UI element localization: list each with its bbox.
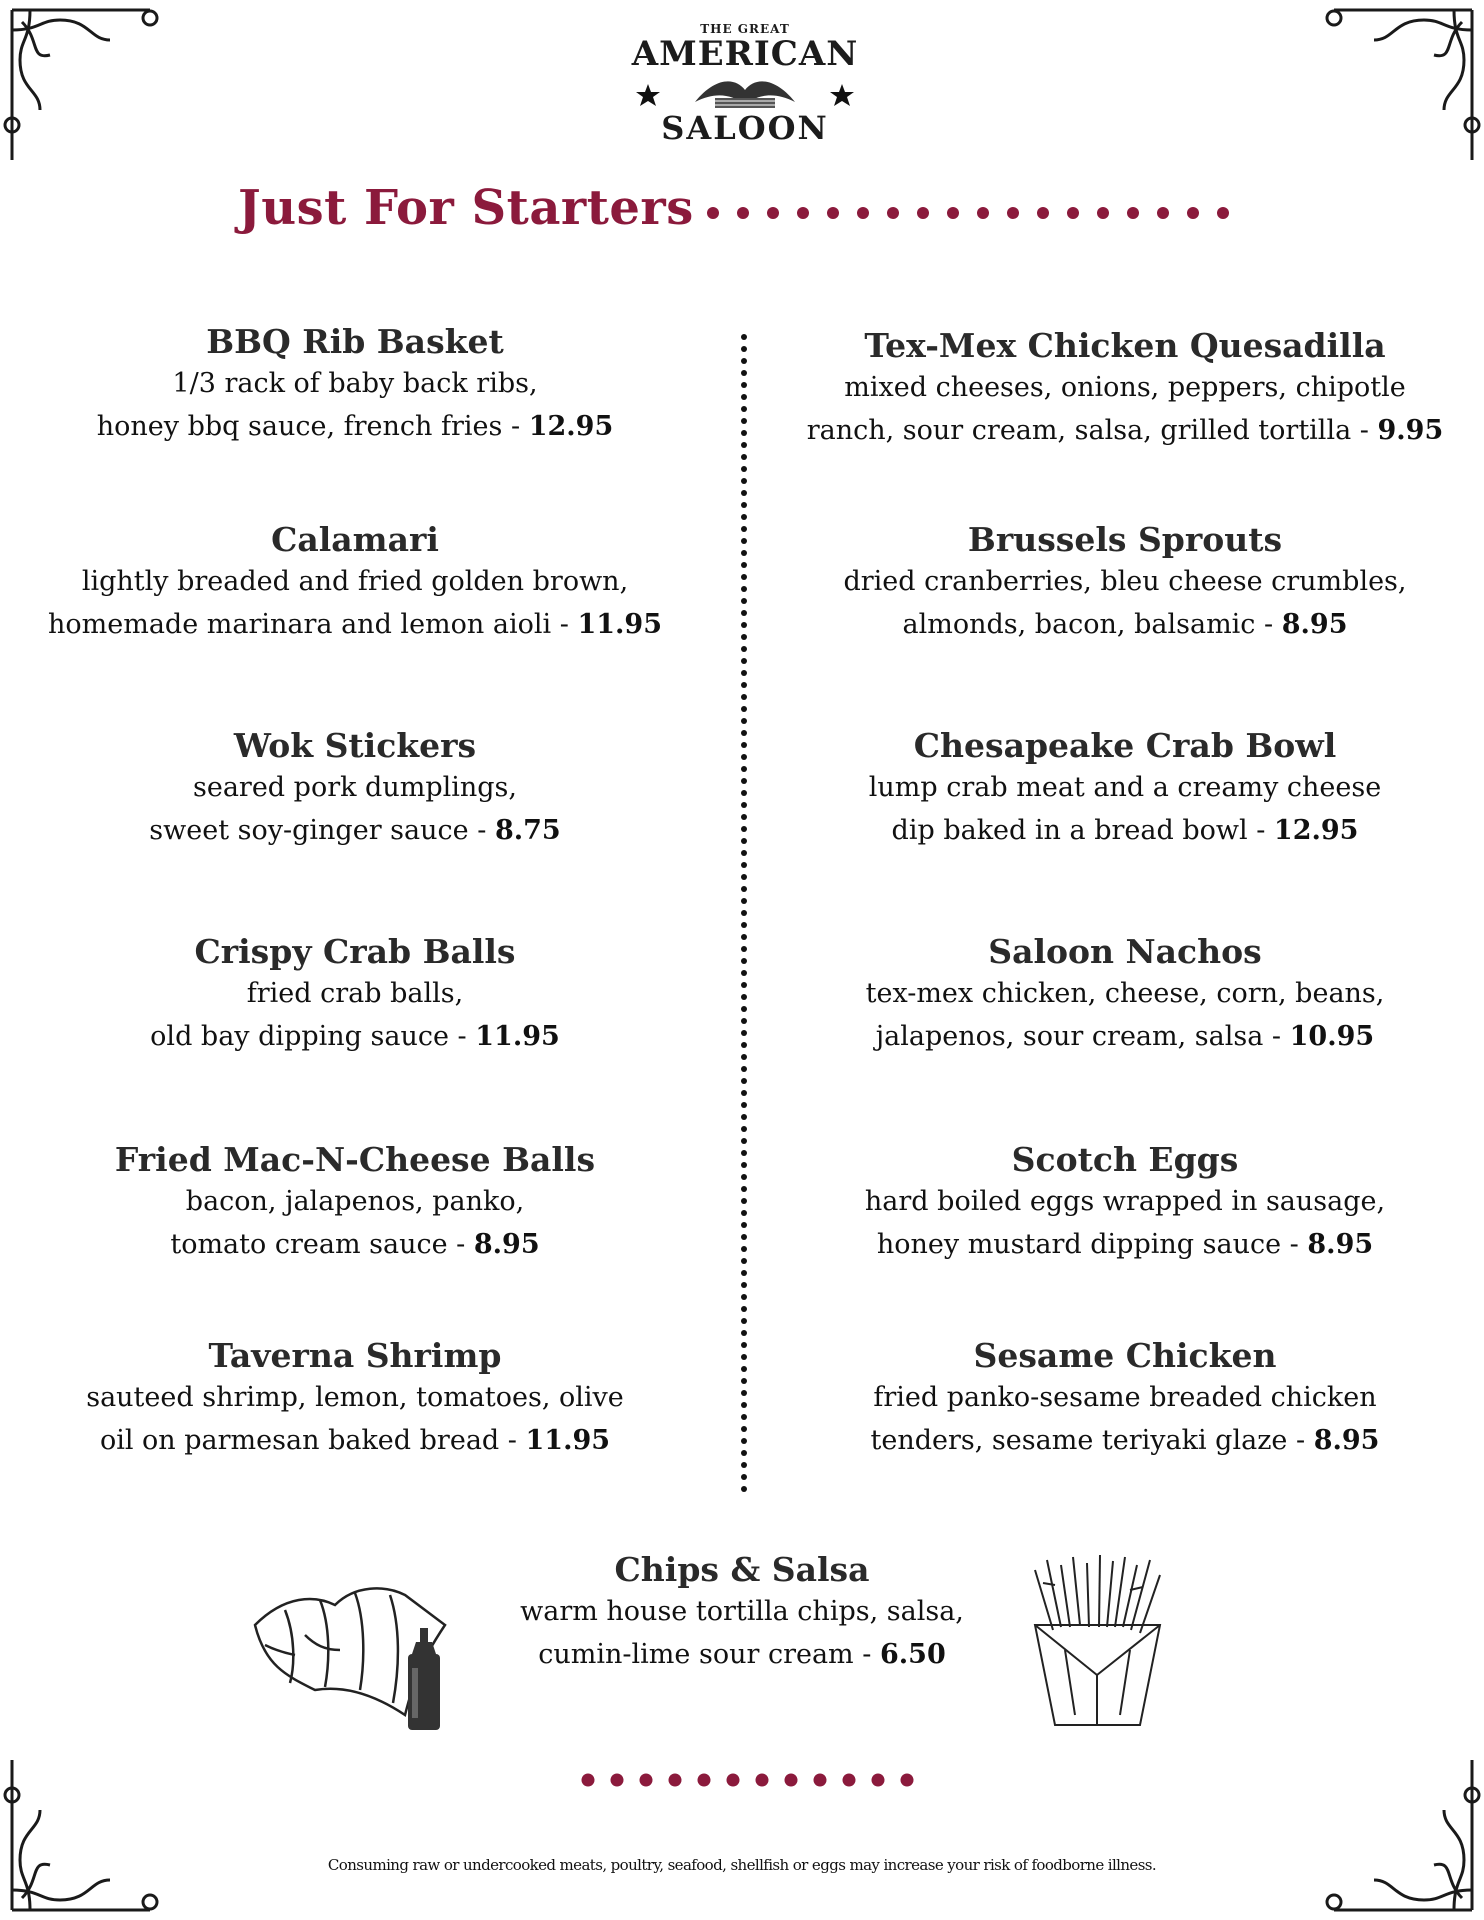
- item-desc-line1: warm house tortilla chips, salsa,: [520, 1596, 964, 1627]
- item-desc-line1: bacon, jalapenos, panko,: [185, 1186, 525, 1217]
- eagle-icon: [620, 72, 870, 112]
- divider-dot: [741, 1210, 747, 1216]
- divider-dot: [741, 1270, 747, 1276]
- item-desc-line2: oil on parmesan baked bread -: [99, 1425, 517, 1456]
- bottom-dot-divider: [580, 1772, 915, 1788]
- item-desc-line1: dried cranberries, bleu cheese crumbles,: [843, 566, 1407, 597]
- item-price: 8.95: [1313, 1425, 1380, 1456]
- divider-dot: [741, 1054, 747, 1060]
- item-desc-line2: homemade marinara and lemon aioli -: [48, 609, 569, 640]
- divider-dot: [741, 514, 747, 520]
- divider-dot: [741, 358, 747, 364]
- decorative-dot: [901, 1774, 914, 1787]
- divider-dot: [741, 1174, 747, 1180]
- divider-dot: [741, 1474, 747, 1480]
- decorative-dot: [1007, 207, 1019, 219]
- decorative-dot: [857, 207, 869, 219]
- divider-dot: [741, 646, 747, 652]
- divider-dot: [741, 694, 747, 700]
- item-desc-line1: hard boiled eggs wrapped in sausage,: [864, 1186, 1386, 1217]
- divider-dot: [741, 1078, 747, 1084]
- divider-dot: [741, 1138, 747, 1144]
- divider-dot: [741, 874, 747, 880]
- divider-dot: [741, 922, 747, 928]
- section-title: Just For Starters: [238, 180, 694, 236]
- divider-dot: [741, 766, 747, 772]
- item-desc-line2: old bay dipping sauce -: [150, 1021, 467, 1052]
- decorative-dot: [1127, 207, 1139, 219]
- divider-dot: [741, 706, 747, 712]
- divider-dot: [741, 1162, 747, 1168]
- divider-dot: [741, 982, 747, 988]
- item-desc-line1: mixed cheeses, onions, peppers, chipotle: [844, 372, 1406, 403]
- divider-dot: [741, 898, 747, 904]
- decorative-dot: [827, 207, 839, 219]
- divider-dot: [741, 1306, 747, 1312]
- decorative-dot: [707, 207, 719, 219]
- decorative-dot: [1217, 207, 1229, 219]
- divider-dot: [741, 562, 747, 568]
- divider-dot: [741, 958, 747, 964]
- divider-dot: [741, 1378, 747, 1384]
- divider-dot: [741, 1318, 747, 1324]
- item-price: 6.50: [879, 1639, 946, 1670]
- decorative-dot: [947, 207, 959, 219]
- divider-dot: [741, 682, 747, 688]
- divider-dot: [741, 538, 747, 544]
- divider-dot: [741, 1282, 747, 1288]
- menu-item: [775, 726, 1475, 852]
- divider-dot: [741, 838, 747, 844]
- item-desc-line2: dip baked in a bread bowl -: [891, 815, 1266, 846]
- item-desc-line2: honey bbq sauce, french fries -: [96, 411, 521, 442]
- item-price: 11.95: [475, 1021, 560, 1052]
- item-desc-line1: 1/3 rack of baby back ribs,: [172, 368, 538, 399]
- divider-dot: [741, 1150, 747, 1156]
- divider-dot: [741, 1126, 747, 1132]
- item-name: Taverna Shrimp: [208, 1336, 502, 1375]
- menu-item-center: [392, 1550, 1092, 1676]
- item-name: Calamari: [271, 520, 439, 559]
- item-name: Saloon Nachos: [988, 932, 1262, 971]
- divider-dot: [741, 574, 747, 580]
- menu-item: [775, 1140, 1475, 1266]
- divider-dot: [741, 814, 747, 820]
- item-desc-line1: tex-mex chicken, cheese, corn, beans,: [865, 978, 1385, 1009]
- divider-dot: [741, 790, 747, 796]
- item-price: 8.95: [473, 1229, 540, 1260]
- divider-dot: [741, 1426, 747, 1432]
- item-desc-line1: sauteed shrimp, lemon, tomatoes, olive: [86, 1382, 624, 1413]
- logo-line-1: THE GREAT: [700, 22, 790, 36]
- divider-dot: [741, 670, 747, 676]
- item-name: Scotch Eggs: [1011, 1140, 1239, 1179]
- divider-dot: [741, 1042, 747, 1048]
- item-desc-line2: ranch, sour cream, salsa, grilled tortilla -: [806, 415, 1369, 446]
- title-dot-divider: [705, 205, 1235, 221]
- divider-dot: [741, 778, 747, 784]
- divider-dot: [741, 334, 747, 340]
- divider-dot: [741, 826, 747, 832]
- divider-dot: [741, 478, 747, 484]
- decorative-dot: [611, 1774, 624, 1787]
- divider-dot: [741, 1414, 747, 1420]
- divider-dot: [741, 1438, 747, 1444]
- decorative-dot: [727, 1774, 740, 1787]
- divider-dot: [741, 1030, 747, 1036]
- divider-dot: [741, 598, 747, 604]
- divider-dot: [741, 1198, 747, 1204]
- divider-dot: [741, 586, 747, 592]
- decorative-dot: [785, 1774, 798, 1787]
- column-divider: [740, 333, 748, 1498]
- divider-dot: [741, 862, 747, 868]
- item-name: Wok Stickers: [233, 726, 477, 765]
- item-desc-line2: tomato cream sauce -: [170, 1229, 466, 1260]
- divider-dot: [741, 1102, 747, 1108]
- decorative-dot: [1067, 207, 1079, 219]
- item-desc-line1: fried crab balls,: [246, 978, 464, 1009]
- item-price: 12.95: [1273, 815, 1359, 846]
- decorative-dot: [814, 1774, 827, 1787]
- divider-dot: [741, 1090, 747, 1096]
- divider-dot: [741, 466, 747, 472]
- item-price: 11.95: [525, 1425, 611, 1456]
- divider-dot: [741, 946, 747, 952]
- divider-dot: [741, 730, 747, 736]
- divider-dot: [741, 1114, 747, 1120]
- decorative-dot: [1037, 207, 1049, 219]
- divider-dot: [741, 442, 747, 448]
- menu-item: [5, 726, 705, 852]
- divider-dot: [741, 550, 747, 556]
- menu-item: [775, 326, 1475, 452]
- item-name: Brussels Sprouts: [967, 520, 1283, 559]
- divider-dot: [741, 1354, 747, 1360]
- divider-dot: [741, 1294, 747, 1300]
- corner-flourish-icon: [1314, 1750, 1484, 1920]
- corner-flourish-icon: [0, 0, 170, 170]
- divider-dot: [741, 802, 747, 808]
- decorative-dot: [698, 1774, 711, 1787]
- decorative-dot: [797, 207, 809, 219]
- item-price: 10.95: [1289, 1021, 1375, 1052]
- menu-item: [5, 1336, 705, 1462]
- menu-item: [775, 932, 1475, 1058]
- logo: [620, 14, 870, 149]
- item-price: 11.95: [577, 609, 662, 640]
- divider-dot: [741, 1462, 747, 1468]
- item-name: Chips & Salsa: [614, 1550, 870, 1589]
- item-price: 8.75: [494, 815, 561, 846]
- divider-dot: [741, 1402, 747, 1408]
- divider-dot: [741, 1258, 747, 1264]
- divider-dot: [741, 1450, 747, 1456]
- decorative-dot: [977, 207, 989, 219]
- divider-dot: [741, 970, 747, 976]
- item-desc-line1: seared pork dumplings,: [192, 772, 517, 803]
- decorative-dot: [756, 1774, 769, 1787]
- item-name: Chesapeake Crab Bowl: [913, 726, 1337, 765]
- item-desc-line2: cumin-lime sour cream -: [538, 1639, 872, 1670]
- decorative-dot: [1097, 207, 1109, 219]
- divider-dot: [741, 430, 747, 436]
- divider-dot: [741, 934, 747, 940]
- item-name: BBQ Rib Basket: [206, 322, 504, 361]
- divider-dot: [741, 346, 747, 352]
- divider-dot: [741, 634, 747, 640]
- divider-dot: [741, 1390, 747, 1396]
- decorative-dot: [582, 1774, 595, 1787]
- item-desc-line2: sweet soy-ginger sauce -: [149, 815, 487, 846]
- divider-dot: [741, 406, 747, 412]
- decorative-dot: [887, 207, 899, 219]
- corner-flourish-icon: [1314, 0, 1484, 170]
- item-price: 8.95: [1307, 1229, 1374, 1260]
- item-desc-line1: lightly breaded and fried golden brown,: [81, 566, 629, 597]
- decorative-dot: [1187, 207, 1199, 219]
- divider-dot: [741, 382, 747, 388]
- divider-dot: [741, 370, 747, 376]
- item-name: Crispy Crab Balls: [194, 932, 516, 971]
- menu-item: [5, 1140, 705, 1266]
- divider-dot: [741, 1330, 747, 1336]
- item-desc-line2: honey mustard dipping sauce -: [876, 1229, 1299, 1260]
- divider-dot: [741, 1186, 747, 1192]
- item-desc-line2: jalapenos, sour cream, salsa -: [875, 1021, 1282, 1052]
- fries-icon: [1025, 1555, 1170, 1730]
- divider-dot: [741, 1018, 747, 1024]
- divider-dot: [741, 1066, 747, 1072]
- menu-item: [5, 322, 705, 448]
- divider-dot: [741, 910, 747, 916]
- divider-dot: [741, 742, 747, 748]
- menu-item: [5, 520, 705, 646]
- divider-dot: [741, 886, 747, 892]
- menu-item: [5, 932, 705, 1058]
- decorative-dot: [640, 1774, 653, 1787]
- divider-dot: [741, 526, 747, 532]
- divider-dot: [741, 610, 747, 616]
- item-price: 9.95: [1377, 415, 1444, 446]
- divider-dot: [741, 754, 747, 760]
- divider-dot: [741, 1234, 747, 1240]
- item-desc-line1: lump crab meat and a creamy cheese: [868, 772, 1382, 803]
- divider-dot: [741, 622, 747, 628]
- menu-item: [775, 520, 1475, 646]
- menu-item: [775, 1336, 1475, 1462]
- decorative-dot: [872, 1774, 885, 1787]
- divider-dot: [741, 1366, 747, 1372]
- sauce-bottle-icon: [400, 1628, 450, 1733]
- divider-dot: [741, 454, 747, 460]
- divider-dot: [741, 1486, 747, 1492]
- decorative-dot: [843, 1774, 856, 1787]
- divider-dot: [741, 1246, 747, 1252]
- divider-dot: [741, 1222, 747, 1228]
- disclaimer: Consuming raw or undercooked meats, poultry, seafood, shellfish or eggs may increase your risk of foodborne illness.: [327, 1856, 1157, 1874]
- decorative-dot: [917, 207, 929, 219]
- divider-dot: [741, 490, 747, 496]
- divider-dot: [741, 994, 747, 1000]
- divider-dot: [741, 1342, 747, 1348]
- item-desc-line2: almonds, bacon, balsamic -: [902, 609, 1274, 640]
- item-name: Sesame Chicken: [973, 1336, 1277, 1375]
- item-price: 8.95: [1281, 609, 1348, 640]
- decorative-dot: [767, 207, 779, 219]
- logo-line-3: SALOON: [661, 109, 829, 147]
- decorative-dot: [737, 207, 749, 219]
- divider-dot: [741, 418, 747, 424]
- item-name: Tex-Mex Chicken Quesadilla: [864, 326, 1386, 365]
- divider-dot: [741, 658, 747, 664]
- item-desc-line1: fried panko-sesame breaded chicken: [873, 1382, 1377, 1413]
- divider-dot: [741, 502, 747, 508]
- divider-dot: [741, 718, 747, 724]
- item-desc-line2: tenders, sesame teriyaki glaze -: [870, 1425, 1306, 1456]
- item-price: 12.95: [528, 411, 614, 442]
- divider-dot: [741, 1006, 747, 1012]
- logo-line-2: AMERICAN: [631, 34, 859, 74]
- item-name: Fried Mac-N-Cheese Balls: [114, 1140, 596, 1179]
- decorative-dot: [669, 1774, 682, 1787]
- decorative-dot: [1157, 207, 1169, 219]
- corner-flourish-icon: [0, 1750, 170, 1920]
- divider-dot: [741, 394, 747, 400]
- divider-dot: [741, 850, 747, 856]
